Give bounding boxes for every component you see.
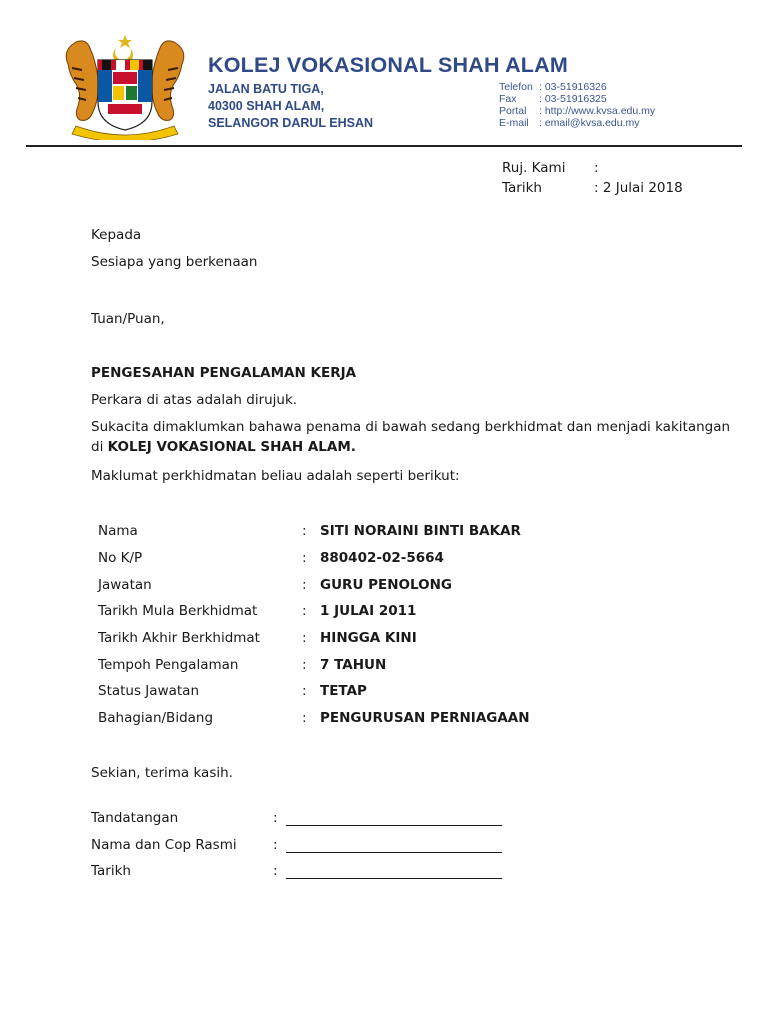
- signature-colon: :: [273, 810, 278, 826]
- detail-label: Bahagian/Bidang: [98, 710, 214, 726]
- name-stamp-label: Nama dan Cop Rasmi: [91, 837, 237, 853]
- name-stamp-line: [286, 852, 502, 853]
- school-name-inline: KOLEJ VOKASIONAL SHAH ALAM.: [107, 439, 356, 455]
- ref-value: :: [594, 160, 599, 176]
- detail-colon: :: [302, 577, 307, 593]
- malaysia-coat-of-arms-icon: [58, 34, 192, 140]
- closing: Sekian, terima kasih.: [91, 765, 233, 781]
- body-paragraph-3: Maklumat perkhidmatan beliau adalah seperti berikut:: [91, 468, 460, 484]
- detail-label: No K/P: [98, 550, 143, 566]
- name-stamp-colon: :: [273, 837, 278, 853]
- detail-value: HINGGA KINI: [320, 630, 417, 646]
- signature-label: Tandatangan: [91, 810, 179, 826]
- detail-label: Tarikh Akhir Berkhidmat: [98, 630, 260, 646]
- body-paragraph-2-line-1: Sukacita dimaklumkan bahawa penama di bawah sedang berkhidmat dan menjadi kakitangan: [91, 419, 731, 435]
- detail-colon: :: [302, 603, 307, 619]
- signature-line: [286, 825, 502, 826]
- letterhead-divider: [26, 145, 742, 147]
- contact-value: : email@kvsa.edu.my: [539, 117, 640, 129]
- detail-label: Nama: [98, 523, 138, 539]
- salutation: Tuan/Puan,: [91, 311, 165, 327]
- contact-telefon: [499, 81, 607, 93]
- detail-label: Jawatan: [98, 577, 152, 593]
- date-value: : 2 Julai 2018: [594, 180, 683, 196]
- contact-value: : 03-51916326: [539, 81, 607, 93]
- detail-value: GURU PENOLONG: [320, 577, 452, 593]
- address-line-1: JALAN BATU TIGA,: [208, 82, 324, 96]
- contact-label: E-mail: [499, 117, 529, 129]
- school-name: KOLEJ VOKASIONAL SHAH ALAM: [208, 53, 568, 77]
- contact-value: : http://www.kvsa.edu.my: [539, 105, 656, 117]
- detail-label: Tarikh Mula Berkhidmat: [98, 603, 258, 619]
- body-paragraph-1: Perkara di atas adalah dirujuk.: [91, 392, 298, 408]
- detail-value: TETAP: [320, 683, 367, 699]
- recipient-value: Sesiapa yang berkenaan: [91, 254, 258, 270]
- detail-value: 880402-02-5664: [320, 550, 444, 566]
- body-paragraph-2-line-2: [91, 439, 356, 455]
- date-label: Tarikh: [502, 180, 542, 196]
- detail-label: Status Jawatan: [98, 683, 199, 699]
- detail-value: 1 JULAI 2011: [320, 603, 417, 619]
- contact-value: : 03-51916325: [539, 93, 607, 105]
- detail-value: SITI NORAINI BINTI BAKAR: [320, 523, 521, 539]
- contact-portal: [499, 105, 655, 117]
- body-text: di: [91, 439, 108, 455]
- sign-date-line: [286, 878, 502, 879]
- contact-fax: [499, 93, 607, 105]
- detail-value: PENGURUSAN PERNIAGAAN: [320, 710, 530, 726]
- recipient-label: Kepada: [91, 227, 142, 243]
- detail-value: 7 TAHUN: [320, 657, 387, 673]
- contact-email: [499, 117, 640, 129]
- detail-colon: :: [302, 550, 307, 566]
- contact-label: Fax: [499, 93, 517, 105]
- ref-label: Ruj. Kami: [502, 160, 566, 176]
- address-line-3: SELANGOR DARUL EHSAN: [208, 116, 374, 130]
- sign-date-label: Tarikh: [91, 863, 131, 879]
- subject-heading: PENGESAHAN PENGALAMAN KERJA: [91, 365, 357, 381]
- detail-colon: :: [302, 630, 307, 646]
- detail-colon: :: [302, 523, 307, 539]
- detail-colon: :: [302, 710, 307, 726]
- sign-date-colon: :: [273, 863, 278, 879]
- detail-colon: :: [302, 657, 307, 673]
- detail-colon: :: [302, 683, 307, 699]
- address-line-2: 40300 SHAH ALAM,: [208, 99, 325, 113]
- detail-label: Tempoh Pengalaman: [98, 657, 239, 673]
- contact-label: Portal: [499, 105, 527, 117]
- contact-label: Telefon: [499, 81, 533, 93]
